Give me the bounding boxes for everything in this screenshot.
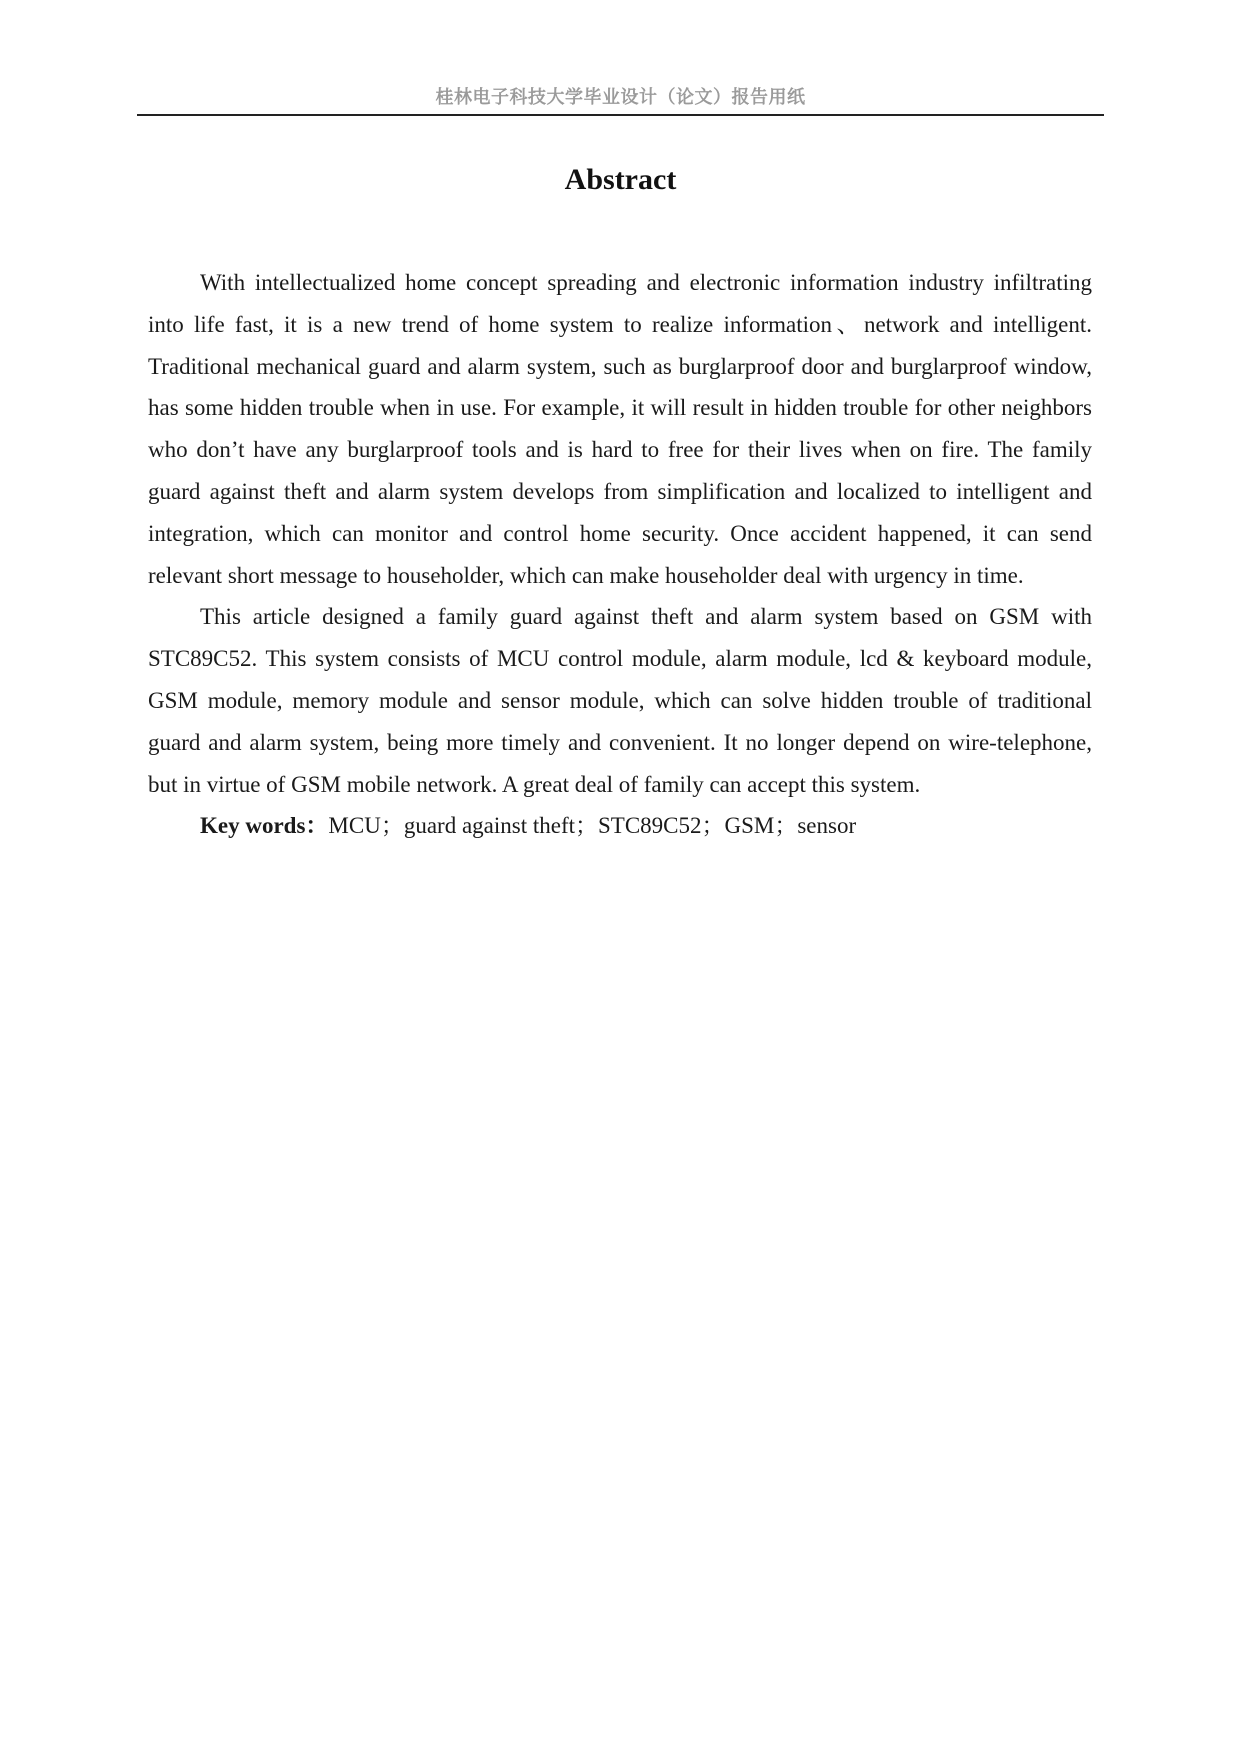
abstract-paragraph-2: This article designed a family guard against theft and alarm system based on GSM with STC89C52. This system consists of MCU control module, alarm module, lcd & keyboard module, GSM module, memory module and sensor module, which can solve hidden trouble of traditional guard and alarm system, being more timely and convenient. It no longer depend on wire-telephone, but in virtue of GSM mobile network. A great deal of family can accept this system. — [148, 604, 1092, 797]
keywords-label: Key words： — [200, 813, 329, 839]
page-title: Abstract — [564, 163, 677, 196]
header-rule — [137, 114, 1104, 116]
abstract-body — [148, 262, 1092, 847]
running-header: 桂林电子科技大学毕业设计（论文）报告用纸 — [435, 87, 806, 108]
keywords-line — [148, 805, 1092, 847]
keywords-text: MCU；guard against theft；STC89C52；GSM；sensor — [328, 813, 857, 839]
abstract-paragraph-1: With intellectualized home concept spreading and electronic information industry infiltrating into life fast, it is a new trend of home system to realize information、network and intelligent. Traditional mechanical guard and alarm system, such as burglarproof door and burglarproof window, has some hidden trouble when in use. For example, it will result in hidden trouble for other neighbors who don’t have any burglarproof tools and is hard to free for their lives when on fire. The family guard against theft and alarm system develops from simplification and localized to intelligent and integration, which can monitor and control home security. Once accident happened, it can send relevant short message to householder, which can make householder deal with urgency in time. — [148, 270, 1092, 588]
